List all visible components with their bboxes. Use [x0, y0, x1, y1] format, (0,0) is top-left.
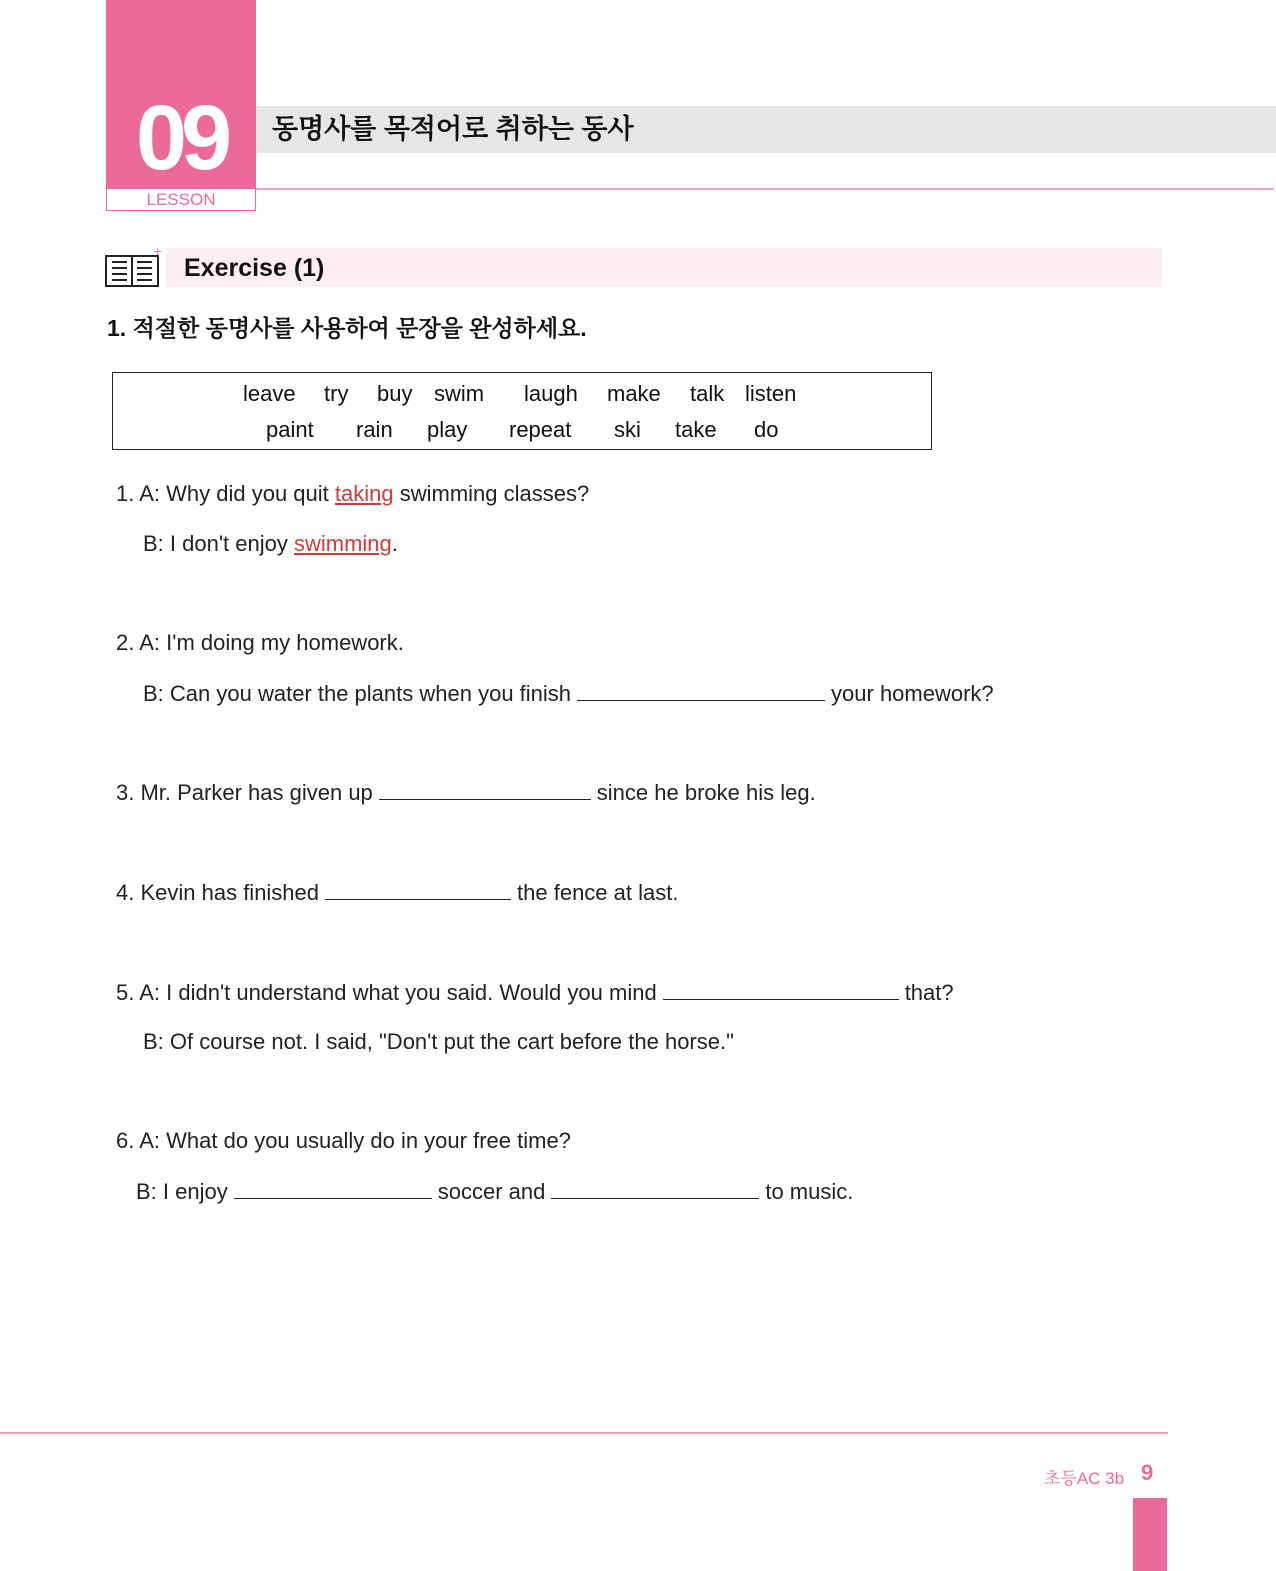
q3-blank[interactable]: [379, 777, 591, 800]
q2-blank[interactable]: [577, 678, 825, 701]
word-play: play: [427, 417, 468, 442]
q4-blank[interactable]: [325, 877, 511, 900]
word-take: take: [675, 417, 717, 442]
q6-b-text-mid: soccer and: [437, 1179, 546, 1204]
word-talk: talk: [690, 381, 725, 406]
q6-b-text-end: to music.: [765, 1179, 854, 1204]
q5-line-a: [116, 977, 954, 1008]
q4-text-end: the fence at last.: [517, 880, 679, 905]
word-make: make: [607, 381, 661, 406]
q1-a-answer: taking: [334, 481, 394, 506]
q5-line-b: B: Of course not. I said, "Don't put the cart before the horse.": [143, 1029, 734, 1054]
q2-line-b: [143, 678, 994, 709]
q5-a-text-end: that?: [904, 980, 954, 1005]
q6-line-a: 6. A: What do you usually do in your free time?: [116, 1128, 571, 1153]
word-listen: listen: [745, 381, 797, 406]
word-repeat: repeat: [509, 417, 572, 442]
word-laugh: laugh: [524, 381, 578, 406]
q2-b-text: B: Can you water the plants when you finish: [143, 681, 572, 706]
q2-line-a: 2. A: I'm doing my homework.: [116, 630, 404, 655]
word-leave: leave: [243, 381, 296, 406]
book-label: 초등AC 3b: [1044, 1469, 1125, 1488]
q1-line-a: [116, 479, 589, 509]
exercise-title: Exercise (1): [184, 254, 325, 282]
word-rain: rain: [356, 417, 393, 442]
word-paint: paint: [266, 417, 314, 442]
lesson-title-bar: [256, 106, 1276, 153]
q1-a-text-end: swimming classes?: [393, 481, 590, 506]
footer-divider: [0, 1432, 1168, 1434]
q3-line: [116, 777, 816, 808]
book-icon: [104, 246, 162, 290]
q6-b-text: B: I enjoy: [136, 1179, 228, 1204]
word-bank: [112, 372, 932, 450]
q6-blank-1[interactable]: [234, 1176, 432, 1199]
q3-text: 3. Mr. Parker has given up: [116, 780, 373, 805]
q1-b-answer: swimming: [293, 531, 392, 556]
q2-b-text-end: your homework?: [831, 681, 994, 706]
q1-a-text: 1. A: Why did you quit: [116, 481, 335, 506]
word-buy: buy: [377, 381, 413, 406]
q5-a-text: 5. A: I didn't understand what you said. Would you mind: [116, 980, 657, 1005]
q4-text: 4. Kevin has finished: [116, 880, 320, 905]
page-number: 9: [1141, 1460, 1154, 1485]
lesson-label: LESSON: [106, 189, 256, 211]
q1-b-text-end: .: [391, 531, 398, 556]
word-do: do: [754, 417, 779, 442]
word-swim: swim: [434, 381, 485, 406]
q4-line: [116, 877, 678, 908]
q3-text-end: since he broke his leg.: [596, 780, 816, 805]
title-divider: [256, 188, 1274, 190]
lesson-number: 09: [135, 87, 227, 189]
q6-line-b: [136, 1176, 853, 1207]
lesson-title: 동명사를 목적어로 취하는 동사: [272, 114, 634, 144]
q1-b-text: B: I don't enjoy: [143, 531, 294, 556]
lesson-number-block: [106, 0, 256, 190]
svg-text:+: +: [153, 246, 162, 258]
q5-blank[interactable]: [663, 977, 899, 1000]
word-ski: ski: [614, 417, 641, 442]
word-try: try: [324, 381, 349, 406]
q6-blank-2[interactable]: [551, 1176, 759, 1199]
page-tab: [1133, 1498, 1167, 1571]
instruction: 1. 적절한 동명사를 사용하여 문장을 완성하세요.: [107, 315, 587, 341]
q1-line-b: [143, 529, 398, 559]
